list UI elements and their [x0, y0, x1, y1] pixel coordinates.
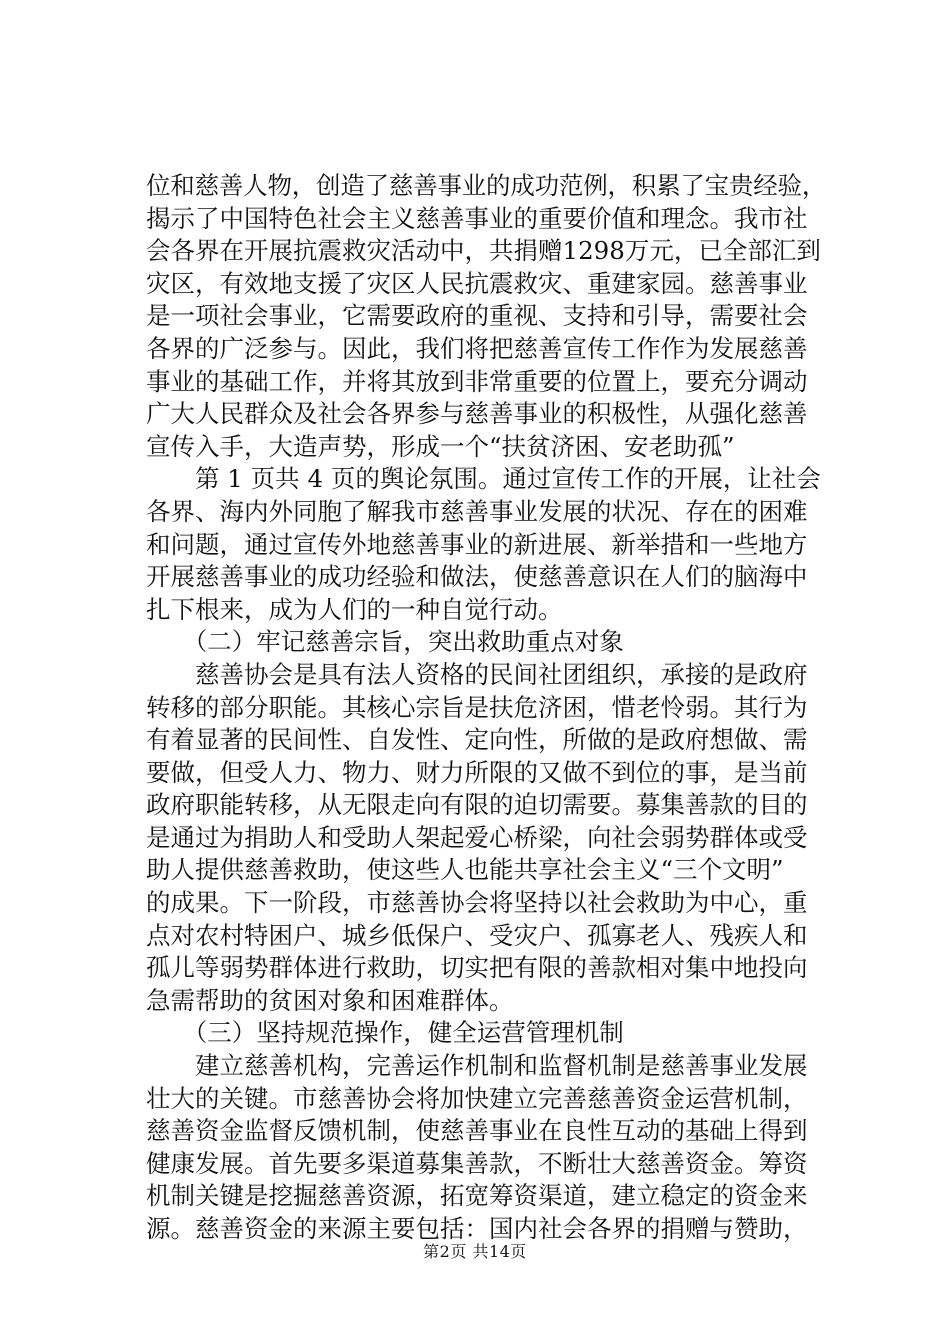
text-line: 政府职能转移，从无限走向有限的迫切需要。募集善款的目的 [146, 790, 808, 820]
text-line: 建立慈善机构，完善运作机制和监督机制是慈善事业发展 [146, 1051, 808, 1081]
text-line: 孤儿等弱势群体进行救助，切实把有限的善款相对集中地投向 [146, 953, 808, 983]
text-line: 宣传入手，大造声势，形成一个“扶贫济困、安老助孤” [146, 431, 735, 461]
text-line: 急需帮助的贫困对象和困难群体。 [146, 985, 514, 1015]
text-line: 灾区，有效地支援了灾区人民抗震救灾、重建家园。慈善事业 [146, 268, 808, 298]
text-line: 位和慈善人物，创造了慈善事业的成功范例，积累了宝贵经验， [146, 171, 827, 200]
text-line: 是一项社会事业，它需要政府的重视、支持和引导，需要社会 [146, 301, 808, 331]
text-line: 会各界在开展抗震救灾活动中，共捐赠1298万元，已全部汇到 [146, 236, 821, 266]
text-line: 机制关键是挖掘慈善资源，拓宽筹资渠道，建立稳定的资金来 [146, 1181, 808, 1211]
text-line: 转移的部分职能。其核心宗旨是扶危济困，惜老怜弱。其行为 [146, 692, 808, 722]
body-text [146, 170, 826, 1246]
text-line: 源。慈善资金的来源主要包括：国内社会各界的捐赠与赞助， [146, 1214, 808, 1243]
text-line: 事业的基础工作，并将其放到非常重要的位置上，要充分调动 [146, 366, 808, 396]
text-line: 慈善协会是具有法人资格的民间社团组织，承接的是政府 [146, 659, 808, 689]
text-line: 慈善资金监督反馈机制，使慈善事业在良性互动的基础上得到 [146, 1116, 808, 1146]
text-line: 广大人民群众及社会各界参与慈善事业的积极性，从强化慈善 [146, 399, 808, 429]
text-line: 助人提供慈善救助，使这些人也能共享社会主义“三个文明” [146, 855, 784, 885]
text-line: 各界、海内外同胞了解我市慈善事业发展的状况、存在的困难 [146, 496, 808, 526]
text-line: 点对农村特困户、城乡低保户、受灾户、孤寡老人、残疾人和 [146, 920, 808, 950]
text-line: 各界的广泛参与。因此，我们将把慈善宣传工作作为发展慈善 [146, 333, 808, 363]
text-line: （三）坚持规范操作，健全运营管理机制 [146, 1018, 624, 1048]
text-line: （二）牢记慈善宗旨，突出救助重点对象 [146, 627, 624, 657]
text-line: 开展慈善事业的成功经验和做法，使慈善意识在人们的脑海中 [146, 562, 808, 592]
text-line: 第 1 页共 4 页的舆论氛围。通过宣传工作的开展，让社会 [146, 464, 821, 494]
page-footer: 第2页 共14页 [423, 1242, 527, 1261]
text-line: 的成果。下一阶段，市慈善协会将坚持以社会救助为中心，重 [146, 888, 808, 918]
text-line: 壮大的关键。市慈善协会将加快建立完善慈善资金运营机制， [146, 1083, 808, 1113]
text-line: 扎下根来，成为人们的一种自觉行动。 [146, 594, 563, 624]
text-line: 有着显著的民间性、自发性、定向性，所做的是政府想做、需 [146, 725, 808, 755]
text-line: 要做，但受人力、物力、财力所限的又做不到位的事，是当前 [146, 757, 808, 787]
text-line: 和问题，通过宣传外地慈善事业的新进展、新举措和一些地方 [146, 529, 808, 559]
text-line: 是通过为捐助人和受助人架起爱心桥梁，向社会弱势群体或受 [146, 822, 808, 852]
text-line: 健康发展。首先要多渠道募集善款，不断壮大慈善资金。筹资 [146, 1148, 808, 1178]
text-line: 揭示了中国特色社会主义慈善事业的重要价值和理念。我市社 [146, 203, 808, 233]
